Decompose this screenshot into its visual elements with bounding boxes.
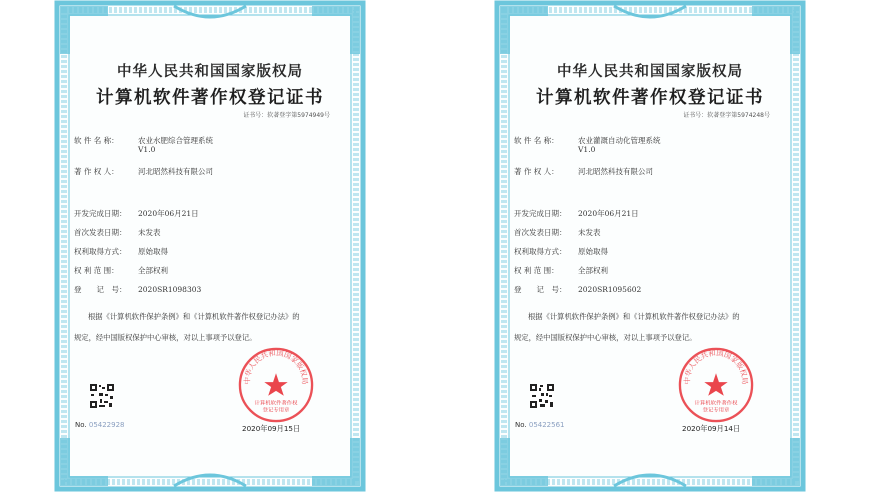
field-label: 著 作 权 人： [74,167,119,176]
dev-date: 2020年06月21日 [138,209,199,218]
rights-scope: 全部权利 [578,266,608,275]
field-label: 开发完成日期： [74,209,127,218]
software-version: V1.0 [578,145,596,154]
serial-value: 05422928 [88,421,125,429]
paragraph-line: 规定，经中国版权保护中心审核，对以上事项予以登记。 [74,333,257,342]
acquire-method: 原始取得 [138,247,168,256]
issuer-title: 中华人民共和国国家版权局 [117,63,303,80]
field-label: 登 记 号： [514,285,567,294]
registration-number: 2020SR1098303 [138,285,202,294]
field-label: 首次发表日期： [74,228,127,237]
seal-inner-line: 计算机软件著作权 [254,400,298,407]
dev-date-row [514,208,639,219]
scope-row [74,265,168,276]
issue-date: 2020年09月15日 [242,424,301,433]
serial-number [515,421,565,429]
seal-inner-line: 登记专用章 [262,407,290,414]
owner-row [514,166,653,177]
software-name: 农业水肥综合管理系统 [138,136,213,145]
serial-value: 05422561 [528,421,565,429]
acquire-row [514,246,608,257]
paragraph-line: 根据《计算机软件保护条例》和《计算机软件著作权登记办法》的 [528,312,740,321]
acquire-row [74,246,168,257]
dev-date-row [74,208,199,219]
owner-row [74,166,213,177]
seal-inner-line: 登记专用章 [702,407,730,414]
seal-inner-line: 计算机软件著作权 [694,400,738,407]
software-version: V1.0 [138,145,156,154]
reg-no-row [74,284,201,295]
pub-date: 未发表 [138,228,161,237]
certificate-number: 证书号：软著登字第5974248号 [683,112,770,119]
field-label: 开发完成日期： [514,209,567,218]
registration-number: 2020SR1095602 [578,285,642,294]
seal-text: 中华人民共和国国家版权局 [682,348,750,385]
certification-paragraph [514,306,784,348]
pub-date-row [514,227,601,238]
field-label: 权利取得方式： [514,247,567,256]
serial-number [75,421,125,429]
qr-code-icon [530,384,554,408]
field-label: 权 利 范 围： [74,266,119,275]
acquire-method: 原始取得 [578,247,608,256]
certificate-number: 证书号：软著登字第5974949号 [243,112,330,119]
field-label: 权利取得方式： [74,247,127,256]
scope-row [514,265,608,276]
serial-label: No. [75,421,87,429]
field-label: 软 件 名 称： [514,136,559,145]
owner-name: 河北昭然科技有限公司 [138,167,213,176]
owner-name: 河北昭然科技有限公司 [578,167,653,176]
dev-date: 2020年06月21日 [578,209,639,218]
pub-date-row [74,227,161,238]
qr-code-icon [90,384,114,408]
serial-label: No. [515,421,527,429]
reg-no-row [514,284,641,295]
field-label: 软 件 名 称： [74,136,119,145]
pub-date: 未发表 [578,228,601,237]
certificate-right [494,0,806,492]
official-seal-icon [677,346,755,424]
paragraph-line: 规定，经中国版权保护中心审核，对以上事项予以登记。 [514,333,697,342]
certificate-title: 计算机软件著作权登记证书 [96,88,324,108]
official-seal-icon [237,346,315,424]
software-name: 农业灌溉自动化管理系统 [578,136,661,145]
certificate-left [54,0,366,492]
issue-date: 2020年09月14日 [682,424,741,433]
field-label: 登 记 号： [74,285,127,294]
field-label: 首次发表日期： [514,228,567,237]
field-label: 著 作 权 人： [514,167,559,176]
issuer-title: 中华人民共和国国家版权局 [557,63,743,80]
rights-scope: 全部权利 [138,266,168,275]
certification-paragraph [74,306,344,348]
seal-text: 中华人民共和国国家版权局 [242,348,310,385]
paragraph-line: 根据《计算机软件保护条例》和《计算机软件著作权登记办法》的 [88,312,300,321]
field-label: 权 利 范 围： [514,266,559,275]
certificate-title: 计算机软件著作权登记证书 [536,88,764,108]
